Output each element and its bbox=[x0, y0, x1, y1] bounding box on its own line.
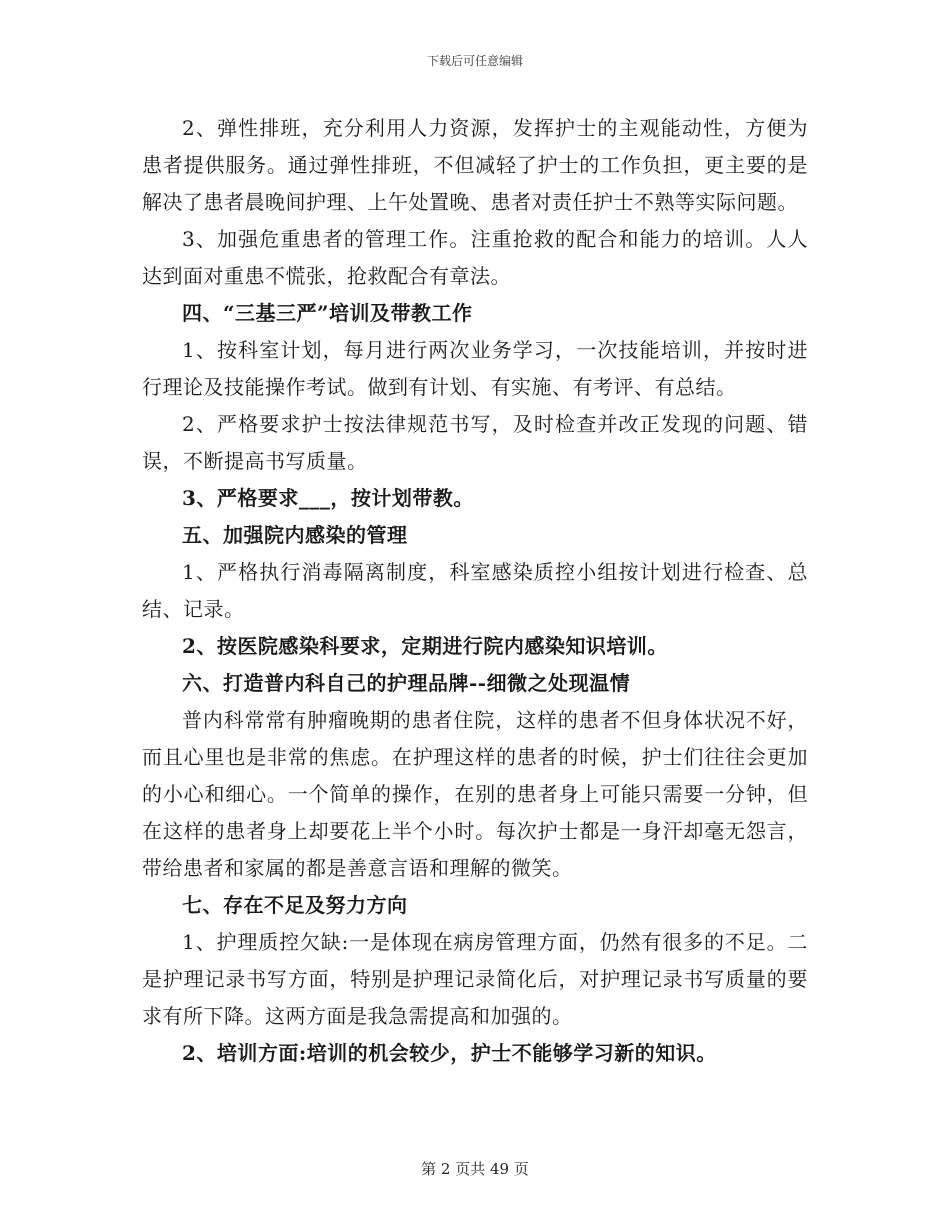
paragraph: 1、护理质控欠缺:一是体现在病房管理方面，仍然有很多的不足。二是护理记录书写方面，特别是护理记录简化后，对护理记录书写质量的要求有所下降。这两方面是我急需提高和加强的。 bbox=[142, 930, 808, 1028]
paragraph: 2、弹性排班，充分利用人力资源，发挥护士的主观能动性，方便为患者提供服务。通过弹性排班，不但减轻了护士的工作负担，更主要的是解决了患者晨晚间护理、上午处置晚、患者对责任护士不熟等实际问题。 bbox=[142, 116, 808, 214]
page-header: 下载后可任意编辑 bbox=[426, 54, 523, 68]
paragraph-bold: 3、严格要求___，按计划带教。 bbox=[182, 486, 474, 510]
page-footer: 第 2 页共 49 页 bbox=[421, 1160, 529, 1178]
section-heading: 五、加强院内感染的管理 bbox=[182, 523, 408, 547]
section-heading: 七、存在不足及努力方向 bbox=[182, 893, 408, 917]
paragraph: 1、严格执行消毒隔离制度，科室感染质控小组按计划进行检查、总结、记录。 bbox=[142, 560, 808, 621]
paragraph-bold: 2、培训方面:培训的机会较少，护士不能够学习新的知识。 bbox=[182, 1041, 717, 1065]
paragraph: 3、加强危重患者的管理工作。注重抢救的配合和能力的培训。人人达到面对重患不慌张，抢救配合有章法。 bbox=[142, 227, 808, 288]
document-body bbox=[142, 110, 808, 1072]
paragraph: 1、按科室计划，每月进行两次业务学习，一次技能培训，并按时进行理论及技能操作考试。做到有计划、有实施、有考评、有总结。 bbox=[142, 338, 808, 399]
paragraph-bold: 2、按医院感染科要求，定期进行院内感染知识培训。 bbox=[182, 634, 668, 658]
paragraph: 2、严格要求护士按法律规范书写，及时检查并改正发现的问题、错误，不断提高书写质量。 bbox=[142, 412, 808, 473]
section-heading: 四、“三基三严”培训及带教工作 bbox=[182, 301, 473, 325]
section-heading: 六、打造普内科自己的护理品牌--细微之处现温情 bbox=[182, 671, 631, 695]
paragraph: 普内科常常有肿瘤晚期的患者住院，这样的患者不但身体状况不好，而且心里也是非常的焦虑。在护理这样的患者的时候，护士们往往会更加的小心和细心。一个简单的操作，在别的患者身上可能只需要一分钟，但在这样的患者身上却要花上半个小时。每次护士都是一身汗却毫无怨言，带给患者和家属的都是善意言语和理解的微笑。 bbox=[142, 708, 808, 880]
